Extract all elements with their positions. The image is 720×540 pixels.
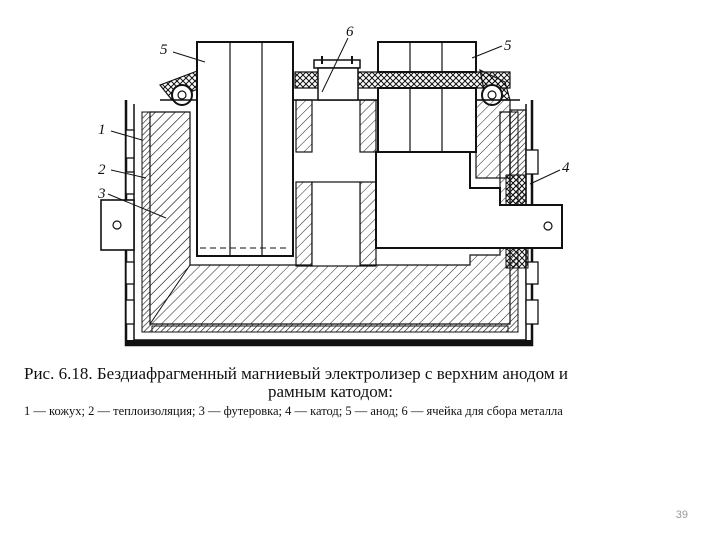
figure-caption (24, 365, 644, 419)
label-3: 3 (98, 186, 106, 202)
label-5-left: 5 (160, 42, 168, 58)
caption-title-continued: рамным катодом: (268, 382, 393, 401)
label-4: 4 (562, 160, 570, 176)
anode-right (378, 42, 476, 152)
caption-legend: 1 — кожух; 2 — теплоизоляция; 3 — футеровка; 4 — катод; 5 — анод; 6 — ячейка для сбора металла (24, 404, 563, 418)
page-number: 39 (675, 509, 688, 521)
caption-title: Рис. 6.18. Бездиафрагменный магниевый электролизер с верхним анодом и (24, 364, 568, 383)
label-6: 6 (346, 24, 354, 40)
anode-left (197, 42, 293, 256)
label-5-right: 5 (504, 38, 512, 54)
label-2: 2 (98, 162, 106, 178)
label-1: 1 (98, 122, 106, 138)
